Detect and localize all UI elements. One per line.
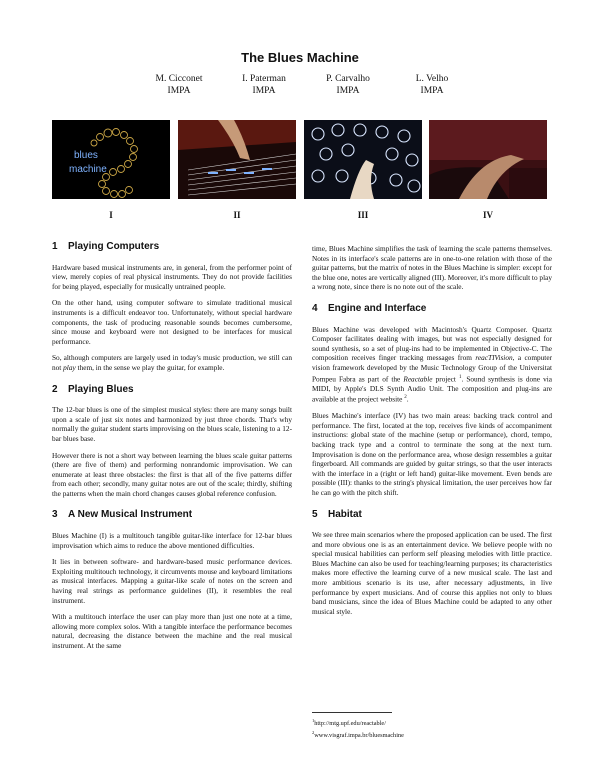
- section-heading-3: [52, 510, 292, 520]
- figure-label-4: IV: [482, 210, 493, 220]
- section-heading-5: [312, 510, 552, 520]
- panel-text-blues: blues: [74, 150, 98, 161]
- footnote-ref-2: 2: [404, 395, 407, 401]
- figure-label-1: I: [109, 210, 113, 220]
- section-title: A New Musical Instrument: [68, 509, 193, 521]
- paragraph: Blues Machine was developed with Macintosh's Quartz Composer. Quartz Composer facilitates dealing with images, but was not especially designed for sound synthesis, so a set of plug-ins had to be implemented in Objective-C. The composition receives finger tracking messages from reacTIVision, a computer vision framework developed by the Music Technology Group of the Universitat Pompeu Fabra as part of the Reactable project $^1$. Sound synthesis is done via MIDI, by Apple's DLS Synth Audio Unit. The composition and plug-ins are available at the project website $^2$.: [312, 324, 552, 404]
- author-name: L. Velho: [415, 74, 449, 84]
- paragraph: However there is not a short way between learning the blues scale guitar patterns (there are five of them) and performing nonrandomic improvisation. We can enumerate at least three obstacles: the first is that all of the five patterns differ from each other; secondly, many guitar notes are out of the scale; thirdly, shifting the patterns when the main chord changes causes global reference confusion.: [52, 450, 292, 498]
- section-number: 5: [312, 508, 318, 520]
- paragraph: Blues Machine's interface (IV) has two main areas: backing track control and performance. The first, located at the top, receives five kinds of accompaniment instructions: global state of the machine (setup or performance), chord, tempo, backing track type and a control to terminate the song at the next turn. Improvisation is done on the performance area, whose design ressembles a guitar fingerboard. All commands are guided by guitar strings, so that the user interacts with the interface in a (right or left hand) guitar-like movement. Even bends are possible (III): thanks to the string's physical limitation, the user perceives how far he can go with the pitch shift.: [312, 411, 552, 497]
- paragraph: The 12-bar blues is one of the simplest musical styles: there are many songs built upon a scale of just six notes and harmonized by just three chords. That's why normally the guitar student starts improvising on the blues scale, listening to a 12-bar blues base.: [52, 405, 292, 443]
- section-heading-1: [52, 242, 292, 252]
- section-title: Engine and Interface: [328, 302, 427, 314]
- paragraph: time, Blues Machine simplifies the task of learning the scale patterns themselves. Notes in its interface's scale patterns are in one-to-one relation with those of the guitar patterns, but the matrix of notes in the Blues Machine is simpler: except for the blue one, notes are vertically aligned (III). Moreover, it's more difficult to play a wrong note, since there is no note out of the scale.: [312, 244, 552, 292]
- section-title: Habitat: [328, 508, 362, 520]
- author-name: I. Paterman: [242, 74, 286, 84]
- paragraph: So, although computers are largely used in today's music production, we still can not play them, in the sense we play the guitar, for example.: [52, 353, 292, 372]
- paragraph: On the other hand, using computer software to simulate traditional musical instruments is a difficult endeavor too. Unfortunately, without special hardware components, the task of producing reasonable sounds becomes cumbersome, since mouse and keyboard were not designed to be interfaces for musical performance.: [52, 298, 292, 346]
- footnote-rule: [312, 712, 392, 713]
- paper-title: The Blues Machine: [241, 50, 359, 65]
- paragraph: We see three main scenarios where the proposed application can be used. The first and more obvious one is as an entertainment device. We believe people with no special musical habilities can perform self pleasing melodies with little practice. Blues Machine can also be used for teaching/learning purposes; its characteristics makes more effective the learning curve of a new musical scale. The last and more ambitious scenario is its use, after necessary adjustments, in live performance by expert musicians. And of course this applies not only to blues band musicians, since the idea of Blues Machine could be adapted to any other musical style.: [312, 530, 552, 616]
- section-title: Playing Computers: [68, 241, 160, 252]
- fingerboard-photo-image: [178, 120, 296, 199]
- author-4: [377, 73, 487, 97]
- footnote-2: $^2$www.visgraf.impa.br/bluesmachine: [312, 730, 404, 740]
- footnote-ref-1: 1: [458, 374, 462, 380]
- author-name: P. Carvalho: [326, 74, 370, 84]
- section-number: 2: [52, 383, 58, 395]
- section-heading-2: [52, 385, 292, 395]
- author-affiliation: IMPA: [420, 86, 444, 96]
- section-number: 3: [52, 509, 58, 521]
- figure-panel-3: [304, 120, 422, 199]
- section-heading-4: [312, 304, 552, 314]
- paragraph: With a multitouch interface the user can play more than just one note at a time, allowing more complex solos. With a tangible interface the performance becomes natural, decreasing the distance between the machine and the real musical instrument. At the same: [52, 612, 292, 650]
- footnote-1: $^1$http://mtg.upf.edu/reactable/: [312, 718, 386, 728]
- figure-panel-4: [429, 120, 547, 199]
- section-number: 4: [312, 302, 318, 314]
- author-affiliation: IMPA: [252, 86, 276, 96]
- author-name: M. Cicconet: [155, 74, 203, 84]
- paragraph: Blues Machine (I) is a multitouch tangible guitar-like interface for 12-bar blues improvisation which aims to reduce the above mentioned difficulties.: [52, 531, 292, 550]
- left-column: [52, 238, 292, 658]
- author-affiliation: IMPA: [336, 86, 360, 96]
- figure-panel-1: [52, 120, 170, 199]
- section-title: Playing Blues: [68, 383, 134, 395]
- installation-photo-image: [429, 120, 547, 199]
- interface-screenshot-image: [52, 120, 170, 199]
- teaser-figure: [0, 120, 600, 200]
- panel-text-machine: machine: [69, 164, 107, 175]
- section-number: 1: [52, 241, 58, 252]
- figure-label-2: II: [233, 210, 241, 220]
- figure-panel-2: [178, 120, 296, 199]
- footnotes: [312, 712, 552, 740]
- paragraph: It lies in between software- and hardware-based music performance devices. Exploiting multitouch technology, it circumvents mouse and keyboard limitations as musical interfaces. Mapping a guitar-like scale of notes on the screen and having real strings as performance guidelines (II), it resembles the real instrument.: [52, 557, 292, 605]
- right-column: [312, 244, 552, 623]
- paragraph: Hardware based musical instruments are, in general, from the performer point of view, merely copies of real physical instruments. They do not provide facilities for being played, especially for musically untrained people.: [52, 262, 292, 291]
- author-affiliation: IMPA: [167, 86, 191, 96]
- figure-label-3: III: [357, 210, 369, 220]
- multitouch-photo-image: [304, 120, 422, 199]
